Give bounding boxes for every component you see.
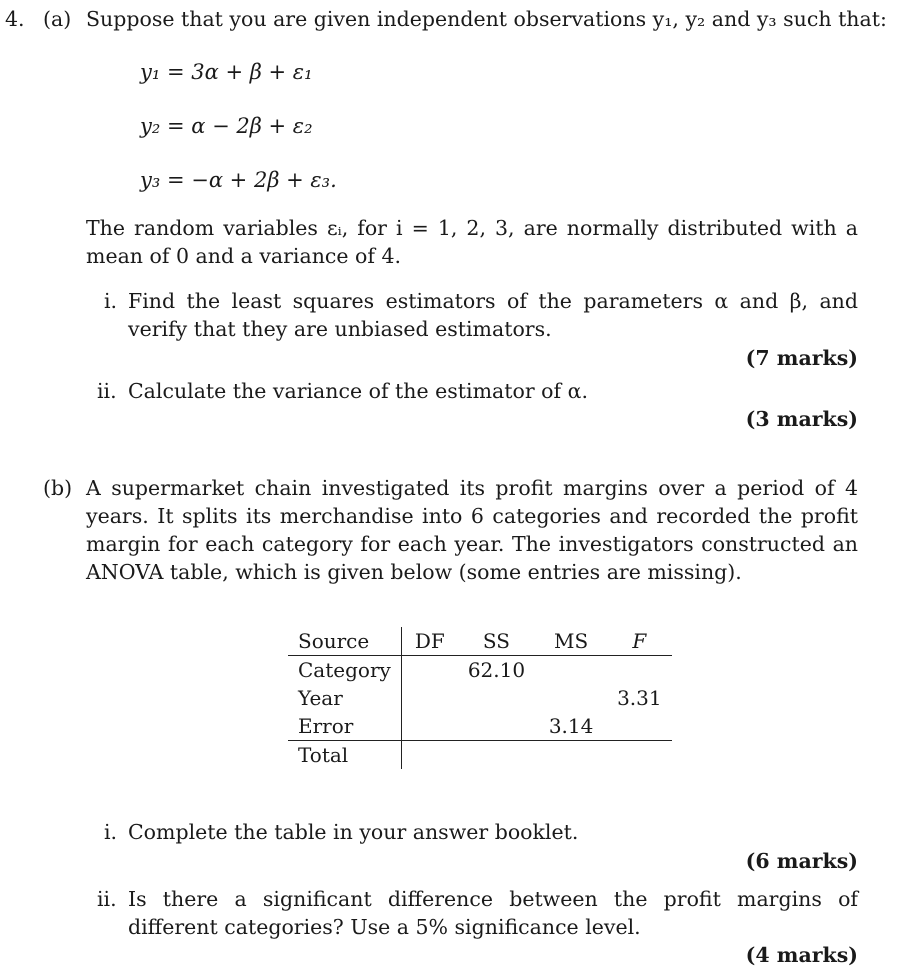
- part-b-ii-marks: (4 marks): [745, 943, 858, 967]
- part-b-label: (b): [43, 476, 73, 500]
- anova-cell: [401, 656, 458, 685]
- anova-cell: [607, 741, 672, 770]
- anova-header-row: [288, 627, 672, 656]
- part-a-ii-label: ii.: [97, 379, 117, 403]
- part-b-ii-label: ii.: [97, 887, 117, 911]
- anova-cell: 3.31: [617, 686, 662, 710]
- anova-cell: [607, 712, 672, 741]
- anova-cell: 3.14: [535, 712, 607, 741]
- equation-y3: y₃ = −α + 2β + ε₃.: [140, 168, 337, 192]
- anova-cell: [607, 656, 672, 685]
- anova-cell: Total: [288, 741, 401, 770]
- part-a-ii-marks: (3 marks): [745, 407, 858, 431]
- anova-cell: [535, 656, 607, 685]
- part-b-i-text: Complete the table in your answer booklet.: [128, 820, 579, 844]
- anova-header-ms: MS: [535, 627, 607, 656]
- anova-cell: [401, 684, 458, 712]
- part-b-i-marks: (6 marks): [745, 849, 858, 873]
- part-b-paragraph: A supermarket chain investigated its profit margins over a period of 4 years. It splits its merchandise into 6 categories and recorded the profit margin for each category for each year. The investigators constructed an ANOVA table, which is given below (some entries are missing).: [86, 476, 858, 584]
- equation-y2: y₂ = α − 2β + ε₂: [140, 114, 313, 138]
- anova-row-total: [288, 741, 672, 770]
- question-number: 4.: [5, 7, 25, 31]
- anova-header-source: Source: [288, 627, 401, 656]
- part-b-i-label: i.: [104, 820, 118, 844]
- part-b-ii-text: Is there a significant difference between the profit margins of different categories? Use a 5% significance level.: [128, 887, 858, 939]
- anova-cell: 62.10: [467, 658, 526, 682]
- anova-cell: [458, 741, 535, 770]
- anova-cell: [401, 712, 458, 741]
- anova-header-f: F: [607, 627, 672, 656]
- anova-cell: [535, 741, 607, 770]
- anova-header-df: DF: [401, 627, 458, 656]
- anova-row-category: [288, 656, 672, 685]
- anova-cell: Error: [288, 712, 401, 741]
- anova-cell: Year: [288, 684, 401, 712]
- part-a-intro: Suppose that you are given independent observations y₁, y₂ and y₃ such that:: [86, 7, 887, 31]
- anova-row-year: [288, 684, 672, 712]
- anova-cell: [458, 684, 535, 712]
- anova-cell: [458, 712, 535, 741]
- anova-header-ss: SS: [458, 627, 535, 656]
- part-a-label: (a): [43, 7, 72, 31]
- anova-cell: [535, 684, 607, 712]
- equation-y1: y₁ = 3α + β + ε₁: [140, 60, 313, 84]
- anova-cell: [401, 741, 458, 770]
- random-variables-paragraph: The random variables εᵢ, for i = 1, 2, 3, are normally distributed with a mean of 0 and a variance of 4.: [86, 216, 858, 268]
- anova-cell: Category: [288, 656, 401, 685]
- part-a-i-marks: (7 marks): [745, 346, 858, 370]
- part-a-i-text: Find the least squares estimators of the parameters α and β, and verify that they are unbiased estimators.: [128, 289, 858, 341]
- part-a-i-label: i.: [104, 289, 118, 313]
- anova-table: [288, 627, 672, 769]
- part-a-ii-text: Calculate the variance of the estimator of α.: [128, 379, 588, 403]
- anova-row-error: [288, 712, 672, 741]
